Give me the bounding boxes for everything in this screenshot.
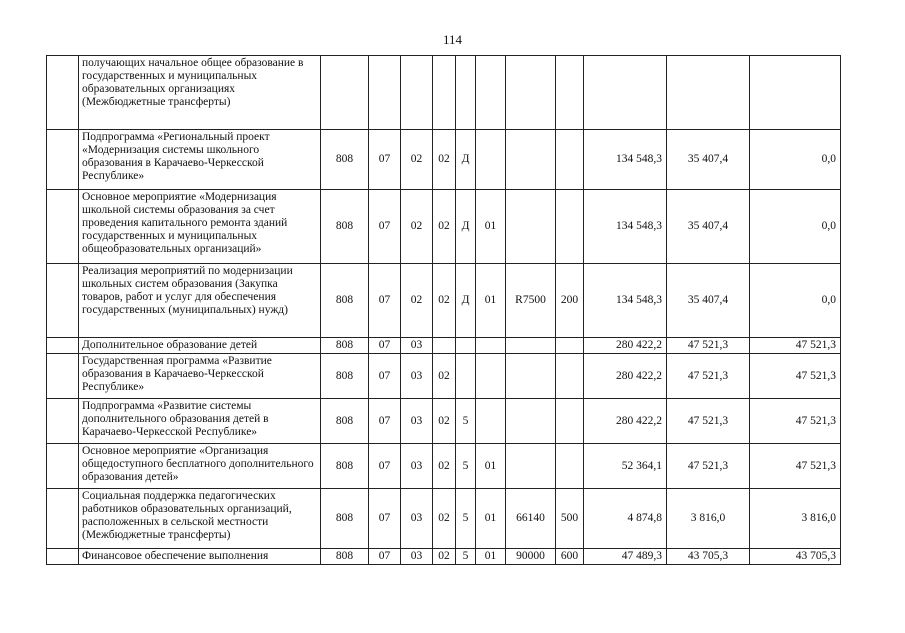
row-index-cell [47, 264, 79, 338]
col-amount-3: 0,0 [750, 264, 841, 338]
col-subsection: 03 [401, 338, 433, 354]
col-amount-3: 3 816,0 [750, 489, 841, 549]
col-direction [506, 56, 556, 130]
col-ministry: 808 [321, 338, 369, 354]
col-direction: 66140 [506, 489, 556, 549]
col-subsection: 02 [401, 190, 433, 264]
col-direction [506, 338, 556, 354]
row-index-cell [47, 399, 79, 444]
table-row [47, 264, 841, 338]
col-program [433, 56, 456, 130]
col-direction [506, 130, 556, 190]
col-amount-2: 35 407,4 [667, 190, 750, 264]
page-number: 114 [442, 32, 463, 47]
row-index-cell [47, 56, 79, 130]
col-expense-type [556, 354, 584, 399]
col-subprogram: Д [456, 190, 476, 264]
col-subprogram: 5 [456, 399, 476, 444]
col-ministry: 808 [321, 354, 369, 399]
col-section: 07 [369, 190, 401, 264]
col-amount-1: 134 548,3 [584, 130, 667, 190]
col-section: 07 [369, 338, 401, 354]
col-subprogram: Д [456, 130, 476, 190]
col-expense-type: 500 [556, 489, 584, 549]
col-subprogram: 5 [456, 489, 476, 549]
col-program: 02 [433, 399, 456, 444]
col-subprogram [456, 354, 476, 399]
row-name: Основное мероприятие «Модернизация школьной системы образования за счет проведения капитального ремонта зданий государственных и муниципальных общеобразовательных организаций» [79, 190, 321, 264]
col-event: 01 [476, 489, 506, 549]
col-amount-1: 52 364,1 [584, 444, 667, 489]
col-program: 02 [433, 489, 456, 549]
col-amount-2: 47 521,3 [667, 444, 750, 489]
col-expense-type: 200 [556, 264, 584, 338]
col-expense-type: 600 [556, 549, 584, 565]
col-direction: R7500 [506, 264, 556, 338]
col-direction [506, 399, 556, 444]
col-amount-3 [750, 56, 841, 130]
col-section: 07 [369, 264, 401, 338]
col-program: 02 [433, 130, 456, 190]
col-event [476, 399, 506, 444]
row-index-cell [47, 444, 79, 489]
col-ministry: 808 [321, 130, 369, 190]
col-amount-1: 280 422,2 [584, 354, 667, 399]
col-subsection: 02 [401, 264, 433, 338]
col-subsection [401, 56, 433, 130]
col-event: 01 [476, 264, 506, 338]
col-section: 07 [369, 549, 401, 565]
col-amount-2: 35 407,4 [667, 130, 750, 190]
table-row [47, 354, 841, 399]
col-amount-1: 280 422,2 [584, 338, 667, 354]
col-direction [506, 354, 556, 399]
col-subsection: 03 [401, 399, 433, 444]
table-row [47, 489, 841, 549]
col-direction [506, 190, 556, 264]
col-amount-3: 47 521,3 [750, 338, 841, 354]
col-ministry: 808 [321, 190, 369, 264]
col-amount-3: 47 521,3 [750, 399, 841, 444]
table-row [47, 549, 841, 565]
row-name: Дополнительное образование детей [79, 338, 321, 354]
budget-table [46, 55, 841, 565]
col-event [476, 338, 506, 354]
col-event [476, 56, 506, 130]
col-event: 01 [476, 444, 506, 489]
row-name: Государственная программа «Развитие образования в Карачаево-Черкесской Республике» [79, 354, 321, 399]
col-amount-1 [584, 56, 667, 130]
row-index-cell [47, 489, 79, 549]
table-row [47, 399, 841, 444]
col-amount-2: 47 521,3 [667, 399, 750, 444]
col-subprogram: 5 [456, 444, 476, 489]
col-amount-1: 134 548,3 [584, 190, 667, 264]
col-program: 02 [433, 354, 456, 399]
col-ministry: 808 [321, 444, 369, 489]
col-ministry: 808 [321, 264, 369, 338]
col-amount-2: 47 521,3 [667, 338, 750, 354]
col-amount-1: 47 489,3 [584, 549, 667, 565]
col-amount-2: 43 705,3 [667, 549, 750, 565]
row-name: Финансовое обеспечение выполнения [79, 549, 321, 565]
col-section: 07 [369, 489, 401, 549]
col-expense-type [556, 130, 584, 190]
col-subprogram: 5 [456, 549, 476, 565]
row-index-cell [47, 190, 79, 264]
col-program: 02 [433, 549, 456, 565]
table-row [47, 190, 841, 264]
row-name: Подпрограмма «Региональный проект «Модернизация системы школьного образования в Карачаево-Черкесской Республике» [79, 130, 321, 190]
col-amount-1: 134 548,3 [584, 264, 667, 338]
col-program: 02 [433, 444, 456, 489]
col-subsection: 03 [401, 444, 433, 489]
col-amount-2: 35 407,4 [667, 264, 750, 338]
col-direction: 90000 [506, 549, 556, 565]
row-index-cell [47, 130, 79, 190]
col-event [476, 130, 506, 190]
col-section: 07 [369, 399, 401, 444]
col-subprogram: Д [456, 264, 476, 338]
col-ministry: 808 [321, 549, 369, 565]
row-name: Подпрограмма «Развитие системы дополнительного образования детей в Карачаево-Черкесской Республике» [79, 399, 321, 444]
col-amount-3: 47 521,3 [750, 444, 841, 489]
col-expense-type [556, 444, 584, 489]
col-ministry: 808 [321, 399, 369, 444]
col-amount-3: 47 521,3 [750, 354, 841, 399]
col-ministry: 808 [321, 489, 369, 549]
row-name: Основное мероприятие «Организация общедоступного бесплатного дополнительного образования детей» [79, 444, 321, 489]
table-row [47, 56, 841, 130]
col-amount-3: 0,0 [750, 190, 841, 264]
col-subsection: 02 [401, 130, 433, 190]
row-name: Реализация мероприятий по модернизации школьных систем образования (Закупка товаров, работ и услуг для обеспечения государственных (муниципальных) нужд) [79, 264, 321, 338]
col-amount-1: 280 422,2 [584, 399, 667, 444]
col-expense-type [556, 338, 584, 354]
row-name: Социальная поддержка педагогических работников образовательных организаций, расположенных в сельской местности (Межбюджетные трансферты) [79, 489, 321, 549]
row-index-cell [47, 338, 79, 354]
col-ministry [321, 56, 369, 130]
col-program [433, 338, 456, 354]
col-event [476, 354, 506, 399]
col-subsection: 03 [401, 489, 433, 549]
col-program: 02 [433, 264, 456, 338]
col-amount-3: 0,0 [750, 130, 841, 190]
col-amount-1: 4 874,8 [584, 489, 667, 549]
row-index-cell [47, 549, 79, 565]
col-amount-2 [667, 56, 750, 130]
col-expense-type [556, 190, 584, 264]
col-subprogram [456, 56, 476, 130]
row-name: получающих начальное общее образование в государственных и муниципальных образовательных организациях (Межбюджетные трансферты) [79, 56, 321, 130]
col-subprogram [456, 338, 476, 354]
col-event: 01 [476, 549, 506, 565]
col-direction [506, 444, 556, 489]
col-amount-3: 43 705,3 [750, 549, 841, 565]
table-row [47, 444, 841, 489]
col-section: 07 [369, 444, 401, 489]
col-section: 07 [369, 354, 401, 399]
col-program: 02 [433, 190, 456, 264]
col-section [369, 56, 401, 130]
col-amount-2: 47 521,3 [667, 354, 750, 399]
col-subsection: 03 [401, 354, 433, 399]
col-subsection: 03 [401, 549, 433, 565]
col-expense-type [556, 399, 584, 444]
table-row [47, 338, 841, 354]
row-index-cell [47, 354, 79, 399]
col-expense-type [556, 56, 584, 130]
col-section: 07 [369, 130, 401, 190]
table-row [47, 130, 841, 190]
col-event: 01 [476, 190, 506, 264]
col-amount-2: 3 816,0 [667, 489, 750, 549]
